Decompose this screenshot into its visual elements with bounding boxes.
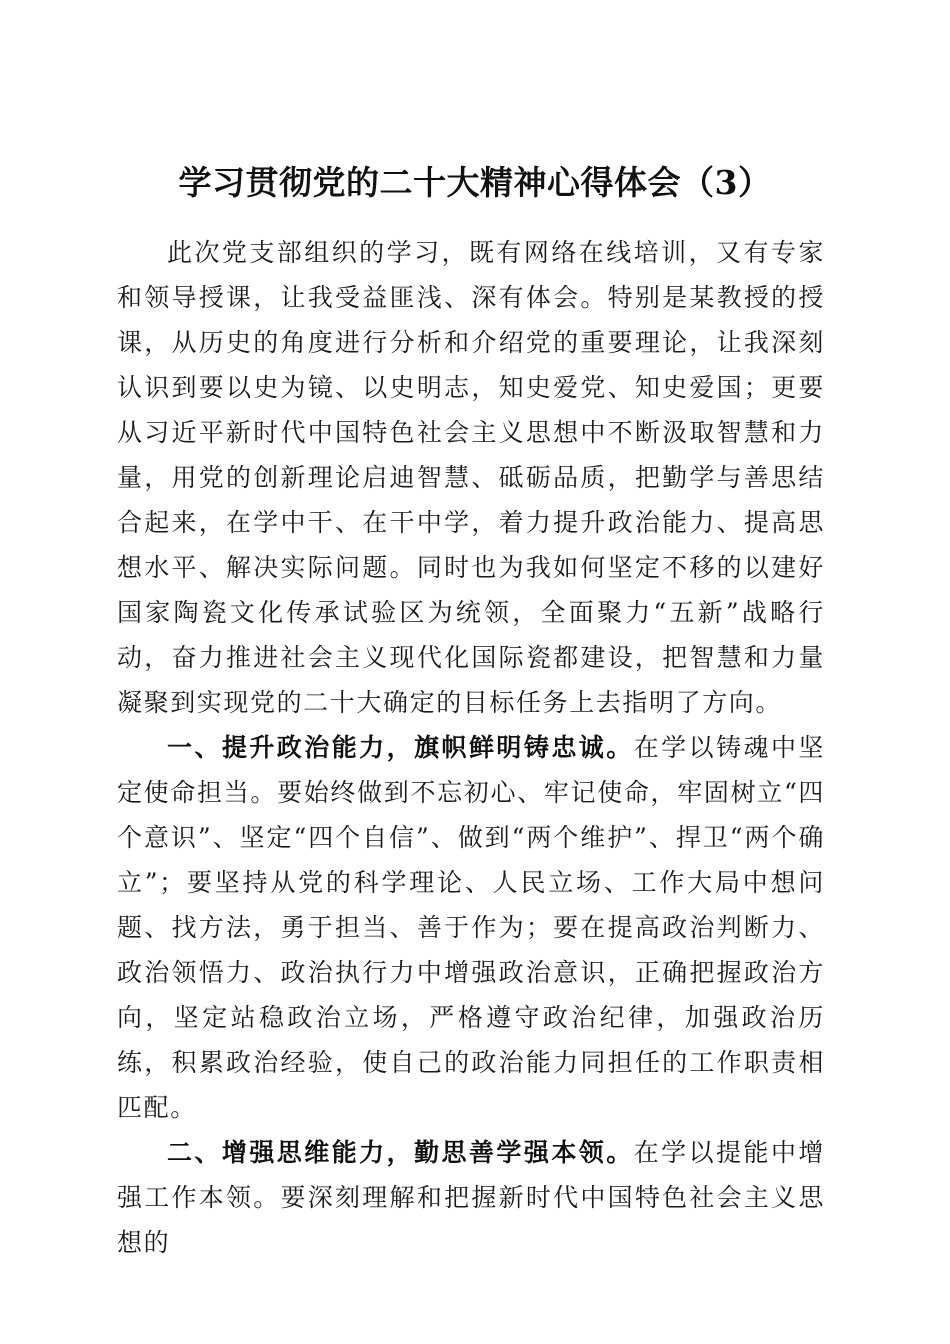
document-title: 学习贯彻党的二十大精神心得体会（3） bbox=[178, 163, 772, 203]
paragraph-section-2 bbox=[117, 1130, 825, 1265]
document-body bbox=[117, 230, 825, 1265]
paragraph-intro bbox=[117, 230, 825, 725]
paragraph-text: 此次党支部组织的学习，既有网络在线培训，又有专家和领导授课，让我受益匪浅、深有体会。特别是某教授的授课，从历史的角度进行分析和介绍党的重要理论，让我深刻认识到要以史为镜、以史明志，知史爱党、知史爱国；更要从习近平新时代中国特色社会主义思想中不断汲取智慧和力量，用党的创新理论启迪智慧、砥砺品质，把勤学与善思结合起来，在学中干、在干中学，着力提升政治能力、提高思想水平、解决实际问题。同时也为我如何坚定不移的以建好国家陶瓷文化传承试验区为统领，全面聚力“五新”战略行动，奋力推进社会主义现代化国际瓷都建设，把智慧和力量凝聚到实现党的二十大确定的目标任务上去指明了方向。 bbox=[117, 238, 825, 717]
paragraph-lead: 二、增强思维能力，勤思善学强本领。 bbox=[167, 1138, 634, 1167]
paragraph-lead: 一、提升政治能力，旗帜鲜明铸忠诚。 bbox=[167, 733, 634, 762]
paragraph-text: 在学以提能中增强工作本领。要深刻理解和把握新时代中国特色社会主义思想的 bbox=[117, 1138, 825, 1257]
paragraph-section-1 bbox=[117, 725, 825, 1130]
paragraph-text: 在学以铸魂中坚定使命担当。要始终做到不忘初心、牢记使命，牢固树立“四个意识”、坚定“四个自信”、做到“两个维护”、捍卫“两个确立”；要坚持从党的科学理论、人民立场、工作大局中想问题、找方法，勇于担当、善于作为；要在提高政治判断力、政治领悟力、政治执行力中增强政治意识，正确把握政治方向，坚定站稳政治立场，严格遵守政治纪律，加强政治历练，积累政治经验，使自己的政治能力同担任的工作职责相匹配。 bbox=[117, 733, 825, 1122]
